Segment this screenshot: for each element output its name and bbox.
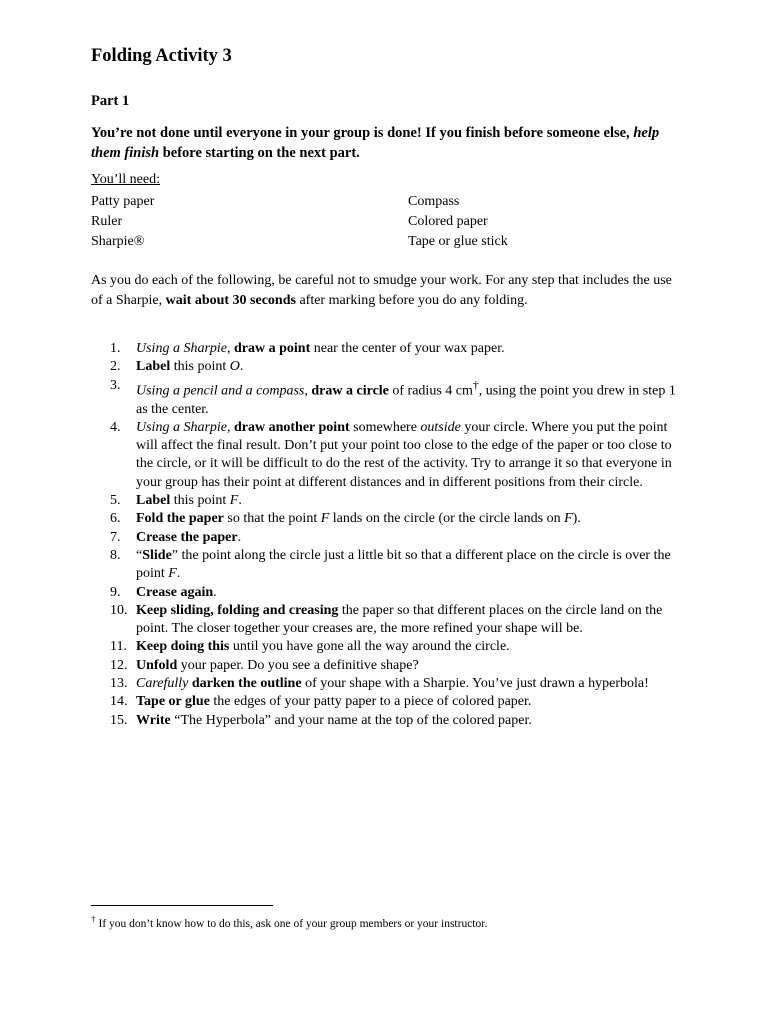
footnote-text: If you don’t know how to do this, ask one of your group members or your instructor. [98, 917, 488, 930]
step-italic: Carefully [136, 676, 189, 691]
section-heading: Part 1 [91, 93, 130, 109]
step-item [91, 712, 681, 730]
step-item [91, 529, 681, 547]
step-item [91, 675, 681, 693]
materials-list-left [91, 192, 154, 252]
material-item: Sharpie® [91, 234, 145, 249]
material-item: Compass [408, 194, 460, 209]
step-bold: Crease the paper [136, 529, 238, 545]
materials-label: You’ll need: [91, 172, 160, 187]
step-item [91, 584, 681, 602]
step-number: 9. [110, 584, 121, 600]
step-item [91, 547, 681, 584]
step-number: 5. [110, 493, 121, 509]
step-italic: Using a Sharpie [136, 341, 227, 356]
step-number: 4. [110, 419, 121, 435]
step-text: your circle. Where you put the point will affect the final result. Don’t put your point too close to the edge of the paper or too close to the circle, or it will be difficult to do the rest of the activity. Try to arrange it so that everyone in your group has their point at different distances and in different positions from their circle. [136, 419, 672, 490]
step-italic: F [229, 493, 239, 509]
step-text: . [237, 529, 242, 545]
step-text: somewhere [349, 419, 421, 435]
step-number: 13. [110, 676, 128, 691]
footnote-marker: † [91, 914, 96, 924]
intro-instruction [91, 123, 681, 163]
caution-emphasis: wait about 30 seconds [165, 293, 296, 308]
step-item [91, 510, 681, 528]
step-bold: Fold the paper [136, 511, 224, 527]
caution-text-c: after marking before you do any folding. [295, 293, 528, 308]
step-text: “The Hyperbola” and your name at the top of the colored paper. [170, 712, 532, 728]
caution-text-a: As you do each of the following, be careful not to smudge your work. For any step that includes the use of a Sharpie, [91, 273, 672, 308]
step-italic: outside [420, 419, 461, 435]
step-bold: Label [136, 493, 171, 509]
intro-emphasis: help them finish [91, 125, 660, 161]
step-bold: draw a point [234, 341, 311, 356]
step-item [91, 358, 681, 376]
step-bold: draw a circle [311, 383, 389, 399]
step-text: so that the point [223, 511, 321, 527]
step-number: 3. [110, 377, 121, 393]
step-text: , [304, 383, 312, 399]
materials-list-right [408, 192, 508, 252]
step-italic: F [564, 511, 573, 527]
step-item [91, 638, 681, 656]
step-item [91, 340, 681, 358]
step-number: 15. [110, 712, 128, 728]
step-number: 12. [110, 657, 128, 673]
step-text: ” the point along the circle just a little bit so that a different place on the circle is over the point [136, 547, 671, 582]
step-text: until you have gone all the way around the circle. [229, 639, 510, 655]
steps-list [91, 340, 681, 730]
step-text: , [227, 341, 234, 356]
step-number: 2. [110, 359, 121, 375]
step-number: 7. [110, 529, 121, 545]
step-number: 11. [110, 639, 127, 655]
step-text: the paper so that different places on the circle land on the point. The closer together your creases are, the more refined your shape will be. [136, 602, 663, 637]
footnote [91, 914, 487, 930]
step-text: near the center of your wax paper. [310, 341, 505, 356]
footnote-marker: † [472, 378, 479, 392]
footnote-divider [91, 905, 273, 906]
step-item [91, 492, 681, 510]
step-text: the edges of your patty paper to a piece of colored paper. [209, 694, 532, 710]
step-text: of radius 4 cm [388, 383, 473, 399]
step-number: 6. [110, 511, 121, 527]
step-text: lands on the circle (or the circle lands on [329, 511, 565, 527]
intro-text-c: before starting on the next part. [159, 145, 360, 161]
intro-text-a: You’re not done until everyone in your group is done! If you finish before someone else, [91, 125, 634, 141]
step-text: , using the point you drew in step 1 as the center. [136, 383, 676, 417]
step-text: this point [170, 493, 230, 509]
step-bold: Slide [142, 547, 172, 563]
step-bold: Label [136, 359, 171, 375]
step-item [91, 602, 681, 639]
material-item: Patty paper [91, 194, 155, 209]
step-text: . [238, 493, 242, 509]
step-bold: draw another point [234, 419, 350, 435]
material-item: Colored paper [408, 214, 488, 229]
material-item: Tape or glue stick [408, 234, 508, 249]
step-text: , [227, 419, 234, 435]
step-number: 8. [110, 547, 121, 563]
step-number: 14. [110, 694, 128, 710]
step-item [91, 419, 681, 492]
step-bold: Tape or glue [136, 694, 210, 710]
step-item [91, 657, 681, 675]
step-item [91, 693, 681, 711]
step-bold: Crease again [136, 584, 214, 600]
step-text: of your shape with a Sharpie. You’ve just drawn a hyperbola! [301, 676, 649, 691]
step-text: . [176, 566, 181, 582]
step-bold: Unfold [136, 657, 178, 673]
page-title: Folding Activity 3 [91, 46, 232, 66]
step-text: ). [572, 511, 581, 527]
step-italic: O [229, 359, 240, 375]
step-italic: F [320, 511, 330, 527]
step-bold: Keep doing this [136, 639, 230, 655]
step-number: 10. [110, 602, 128, 618]
step-italic: Using a pencil and a compass [136, 383, 305, 399]
step-bold: Write [136, 712, 171, 728]
step-bold: darken the outline [191, 676, 302, 691]
step-text: your paper. Do you see a definitive shape? [177, 657, 419, 673]
material-item: Ruler [91, 214, 123, 229]
step-bold: Keep sliding, folding and creasing [136, 602, 339, 618]
step-text: this point [170, 359, 230, 375]
step-text: “ [136, 547, 143, 563]
step-number: 1. [110, 341, 121, 356]
step-italic: Using a Sharpie [136, 419, 227, 435]
step-italic: F [168, 566, 177, 582]
step-item [91, 377, 681, 419]
caution-paragraph [91, 271, 681, 311]
step-text: . [239, 359, 244, 375]
step-text: . [213, 584, 217, 600]
